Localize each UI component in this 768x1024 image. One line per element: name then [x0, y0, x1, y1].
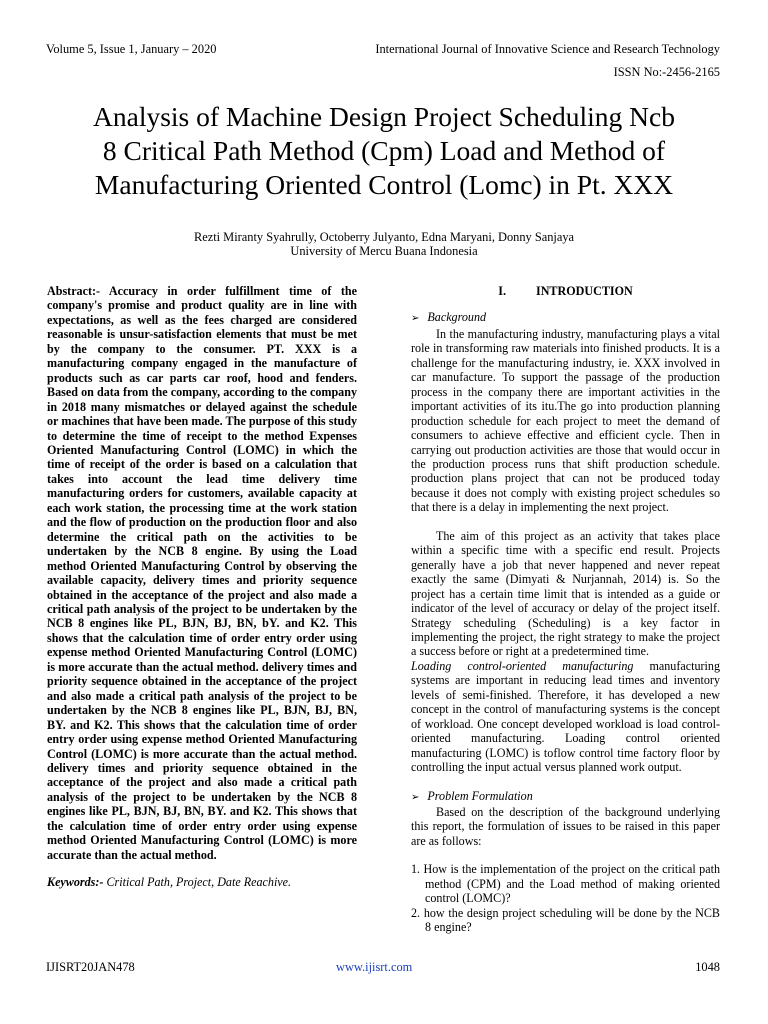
keywords — [47, 875, 357, 889]
arrow-bullet-icon: ➢ — [411, 791, 420, 803]
list-item: 2. how the design project scheduling will be done by the NCB 8 engine? — [411, 905, 720, 935]
keywords-text: Critical Path, Project, Date Reachive. — [103, 875, 292, 890]
subheading-problem — [411, 789, 720, 805]
paper-title — [30, 100, 738, 202]
page-number: 1048 — [695, 960, 720, 974]
subheading-background — [411, 310, 720, 326]
author-names: Rezti Miranty Syahrully, Octoberry Julyanto, Edna Maryani, Donny Sanjaya — [193, 230, 575, 244]
paragraph-text: manufacturing systems are important in reducing lead times and inventory levels of semi-finished. Therefore, it has developed a new concept in the control of manufacturing systems is the concept of workload. One concept developed workload is load control-oriented manufacturing. Loading control oriented manufacturing (LOMC) is toflow control time factory floor by controlling the input actual versus planned work output. — [411, 658, 720, 775]
issn: ISSN No:-2456-2165 — [613, 65, 720, 79]
affiliation: University of Mercu Buana Indonesia — [290, 244, 478, 258]
section-number: I. — [498, 284, 506, 298]
journal-link[interactable]: www.ijisrt.com — [336, 960, 413, 974]
abstract — [47, 284, 357, 862]
subheading-label: Background — [427, 310, 487, 325]
arrow-bullet-icon: ➢ — [411, 313, 420, 325]
paragraph: In the manufacturing industry, manufacturing plays a vital role in transforming raw materials into finished products. It is a challenge for the manufacturing industry, ie. XXX involved in car manufacture. To support the passage of the production process in the company there are important activities in the important activities of its itu.The go into production planning production schedule for each project to meet the demand of consumers to achieve effective and efficient cycle. Then in carrying out production activities are those that would occur in the production process runs that shift production schedule. production plans project that can not be produced today because it does not comply with existing project schedules so that there is a delay in implementing the next project. — [411, 326, 720, 515]
title-line: Analysis of Machine Design Project Scheduling Ncb — [93, 101, 675, 132]
italic-term: Loading control-oriented manufacturing — [411, 658, 634, 673]
section-heading — [411, 284, 720, 298]
title-line: Manufacturing Oriented Control (Lomc) in Pt. XXX — [94, 169, 674, 200]
article-code: IJISRT20JAN478 — [46, 960, 135, 974]
volume-issue: Volume 5, Issue 1, January – 2020 — [46, 42, 217, 56]
paragraph: The aim of this project as an activity that takes place within a specific time with a specific end result. Projects generally have a job that never happened and never repeat exactly the same (Dimyati & Nurjannah, 2014) is. So the project has a certain time limit that is intended as a guide or indicator of the level of accuracy or delay of the project itself. Strategy scheduling (Scheduling) is a key factor in implementing the project, the right strategy to make the project a success before or right at a predetermined time. — [411, 528, 720, 659]
keywords-label: Keywords:- — [47, 875, 104, 890]
abstract-text: Accuracy in order fulfillment time of the company's promise and product quality are in line with expectations, as well as the fees charged are considered reasonable is unsur-satisfaction elements that must be met by the company to the consumer. PT. XXX is a manufacturing company engaged in the manufacture of products such as car parts car roof, hood and fenders. Based on data from the company, according to the company in 2018 many mismatches or delayed against the schedule or machines that have been made. The purpose of this study to determine the time of receipt to the method Expenses Oriented Manufacturing Control (LOMC) in which the time of receipt of the order is based on a calculation that takes into account the lead time delivery time manufacturing orders for customers, available capacity at each work station, the processing time at the work station and the flow of production on the production floor and also determine the critical path on the activities to be undertaken by the NCB 8 engine. By using the Load method Oriented Manufacturing Control by observing the available capacity, delivery times and priority sequence obtained in the acceptance of the project and also made a critical path analysis of the project to be undertaken by the NCB 8 engines like PL, BJN, BJ, BN, bY. and K2. This shows that the calculation time of order entry order using expense method Oriented Manufacturing Control (LOMC) is more accurate than the actual method. delivery times and priority sequence obtained in the acceptance of the project and also made a critical path analysis of the project to be undertaken by the NCB 8 engines like PL, BJN, BJ, BN, BY. and K2. This shows that the calculation time of order entry order using expense method Oriented Manufacturing Control (LOMC) is more accurate than the actual method. delivery times and priority sequence obtained in the acceptance of the project and also made a critical path analysis of the project to be undertaken by the NCB 8 engines like PL, BJN, BJ, BN, BY. and K2. This shows that the calculation time of order entry order using expense method Oriented Manufacturing Control (LOMC) is more accurate than the actual method. — [47, 284, 357, 862]
right-column — [411, 284, 720, 935]
subheading-label: Problem Formulation — [427, 788, 533, 803]
author-block — [0, 230, 768, 258]
paragraph — [411, 659, 720, 775]
paragraph: Based on the description of the background underlying this report, the formulation of issues to be raised in this paper are as follows: — [411, 804, 720, 848]
title-line: 8 Critical Path Method (Cpm) Load and Method of — [102, 135, 666, 166]
journal-name: International Journal of Innovative Science and Research Technology — [375, 42, 720, 56]
left-column — [47, 284, 357, 890]
section-title: INTRODUCTION — [535, 284, 633, 298]
list-item: 1. How is the implementation of the project on the critical path method (CPM) and the Load method of making oriented control (LOMC)? — [411, 862, 720, 906]
abstract-label: Abstract:- — [47, 284, 101, 298]
